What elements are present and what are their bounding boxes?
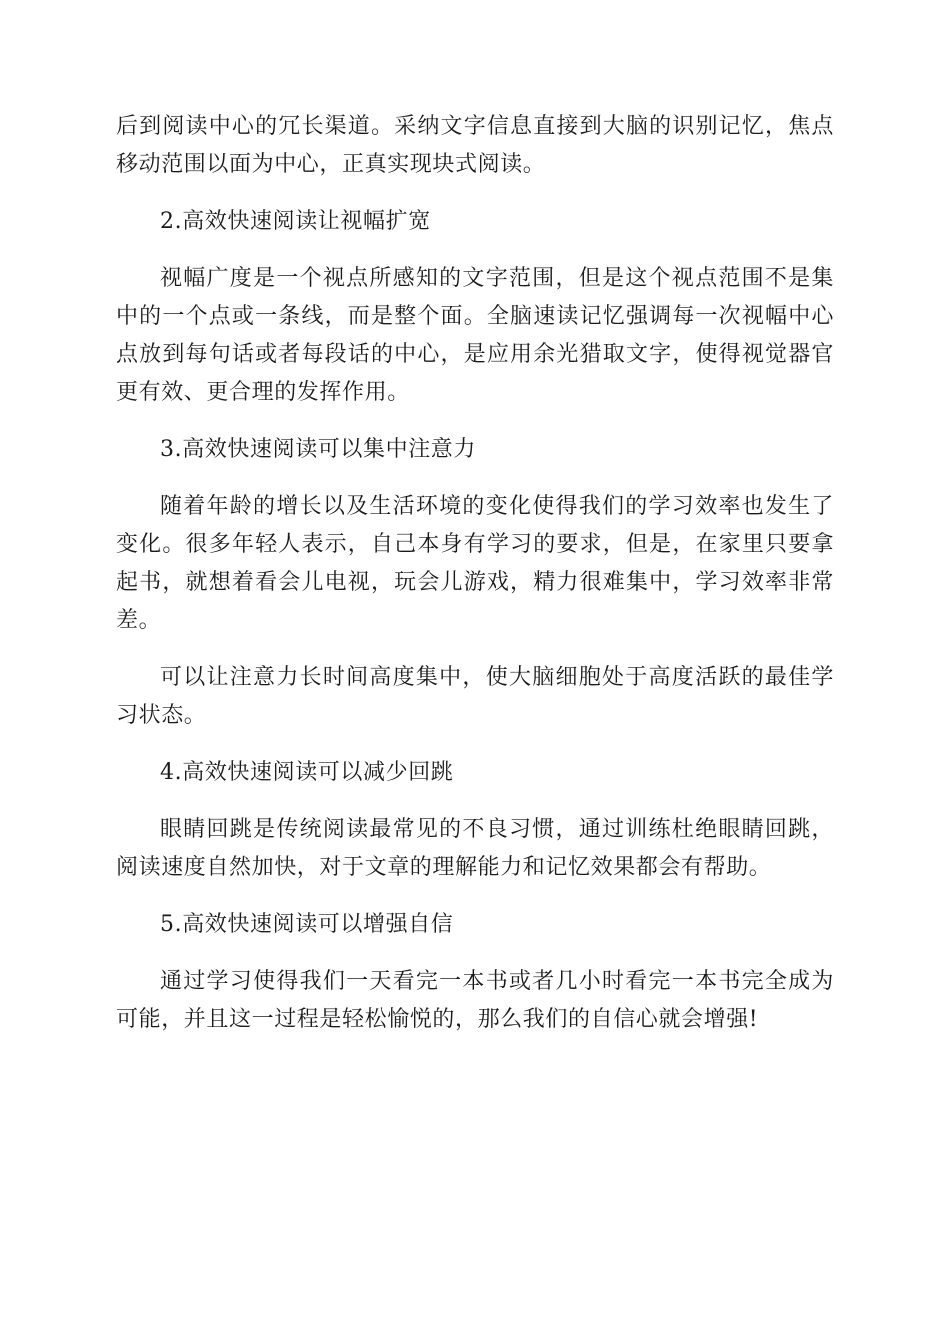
section-heading-3: 3.高效快速阅读可以集中注意力	[160, 437, 476, 462]
paragraph-attention: 可以让注意力长时间高度集中，使大脑细胞处于高度活跃的最佳学习状态。	[116, 665, 834, 728]
paragraph-learning-efficiency: 随着年龄的增长以及生活环境的变化使得我们的学习效率也发生了变化。很多年轻人表示，自己本身有学习的要求，但是，在家里只要拿起书，就想着看会儿电视，玩会儿游戏，精力很难集中，学习效率非常差。	[116, 494, 834, 633]
paragraph-continuation: 后到阅读中心的冗长渠道。采纳文字信息直接到大脑的识别记忆，焦点移动范围以面为中心，正真实现块式阅读。	[116, 114, 834, 177]
paragraph-confidence: 通过学习使得我们一天看完一本书或者几小时看完一本书完全成为可能，并且这一过程是轻松愉悦的，那么我们的自信心就会增强!	[116, 969, 834, 1032]
section-heading-5: 5.高效快速阅读可以增强自信	[160, 912, 454, 937]
document-body	[116, 108, 834, 1058]
paragraph-regression: 眼睛回跳是传统阅读最常见的不良习惯，通过训练杜绝眼睛回跳，阅读速度自然加快，对于文章的理解能力和记忆效果都会有帮助。	[116, 817, 834, 880]
section-heading-4: 4.高效快速阅读可以减少回跳	[160, 760, 454, 785]
paragraph-visual-span: 视幅广度是一个视点所感知的文字范围，但是这个视点范围不是集中的一个点或一条线，而是整个面。全脑速读记忆强调每一次视幅中心点放到每句话或者每段话的中心，是应用余光猎取文字，使得视觉器官更有效、更合理的发挥作用。	[116, 266, 834, 405]
section-heading-2: 2.高效快速阅读让视幅扩宽	[160, 209, 431, 234]
